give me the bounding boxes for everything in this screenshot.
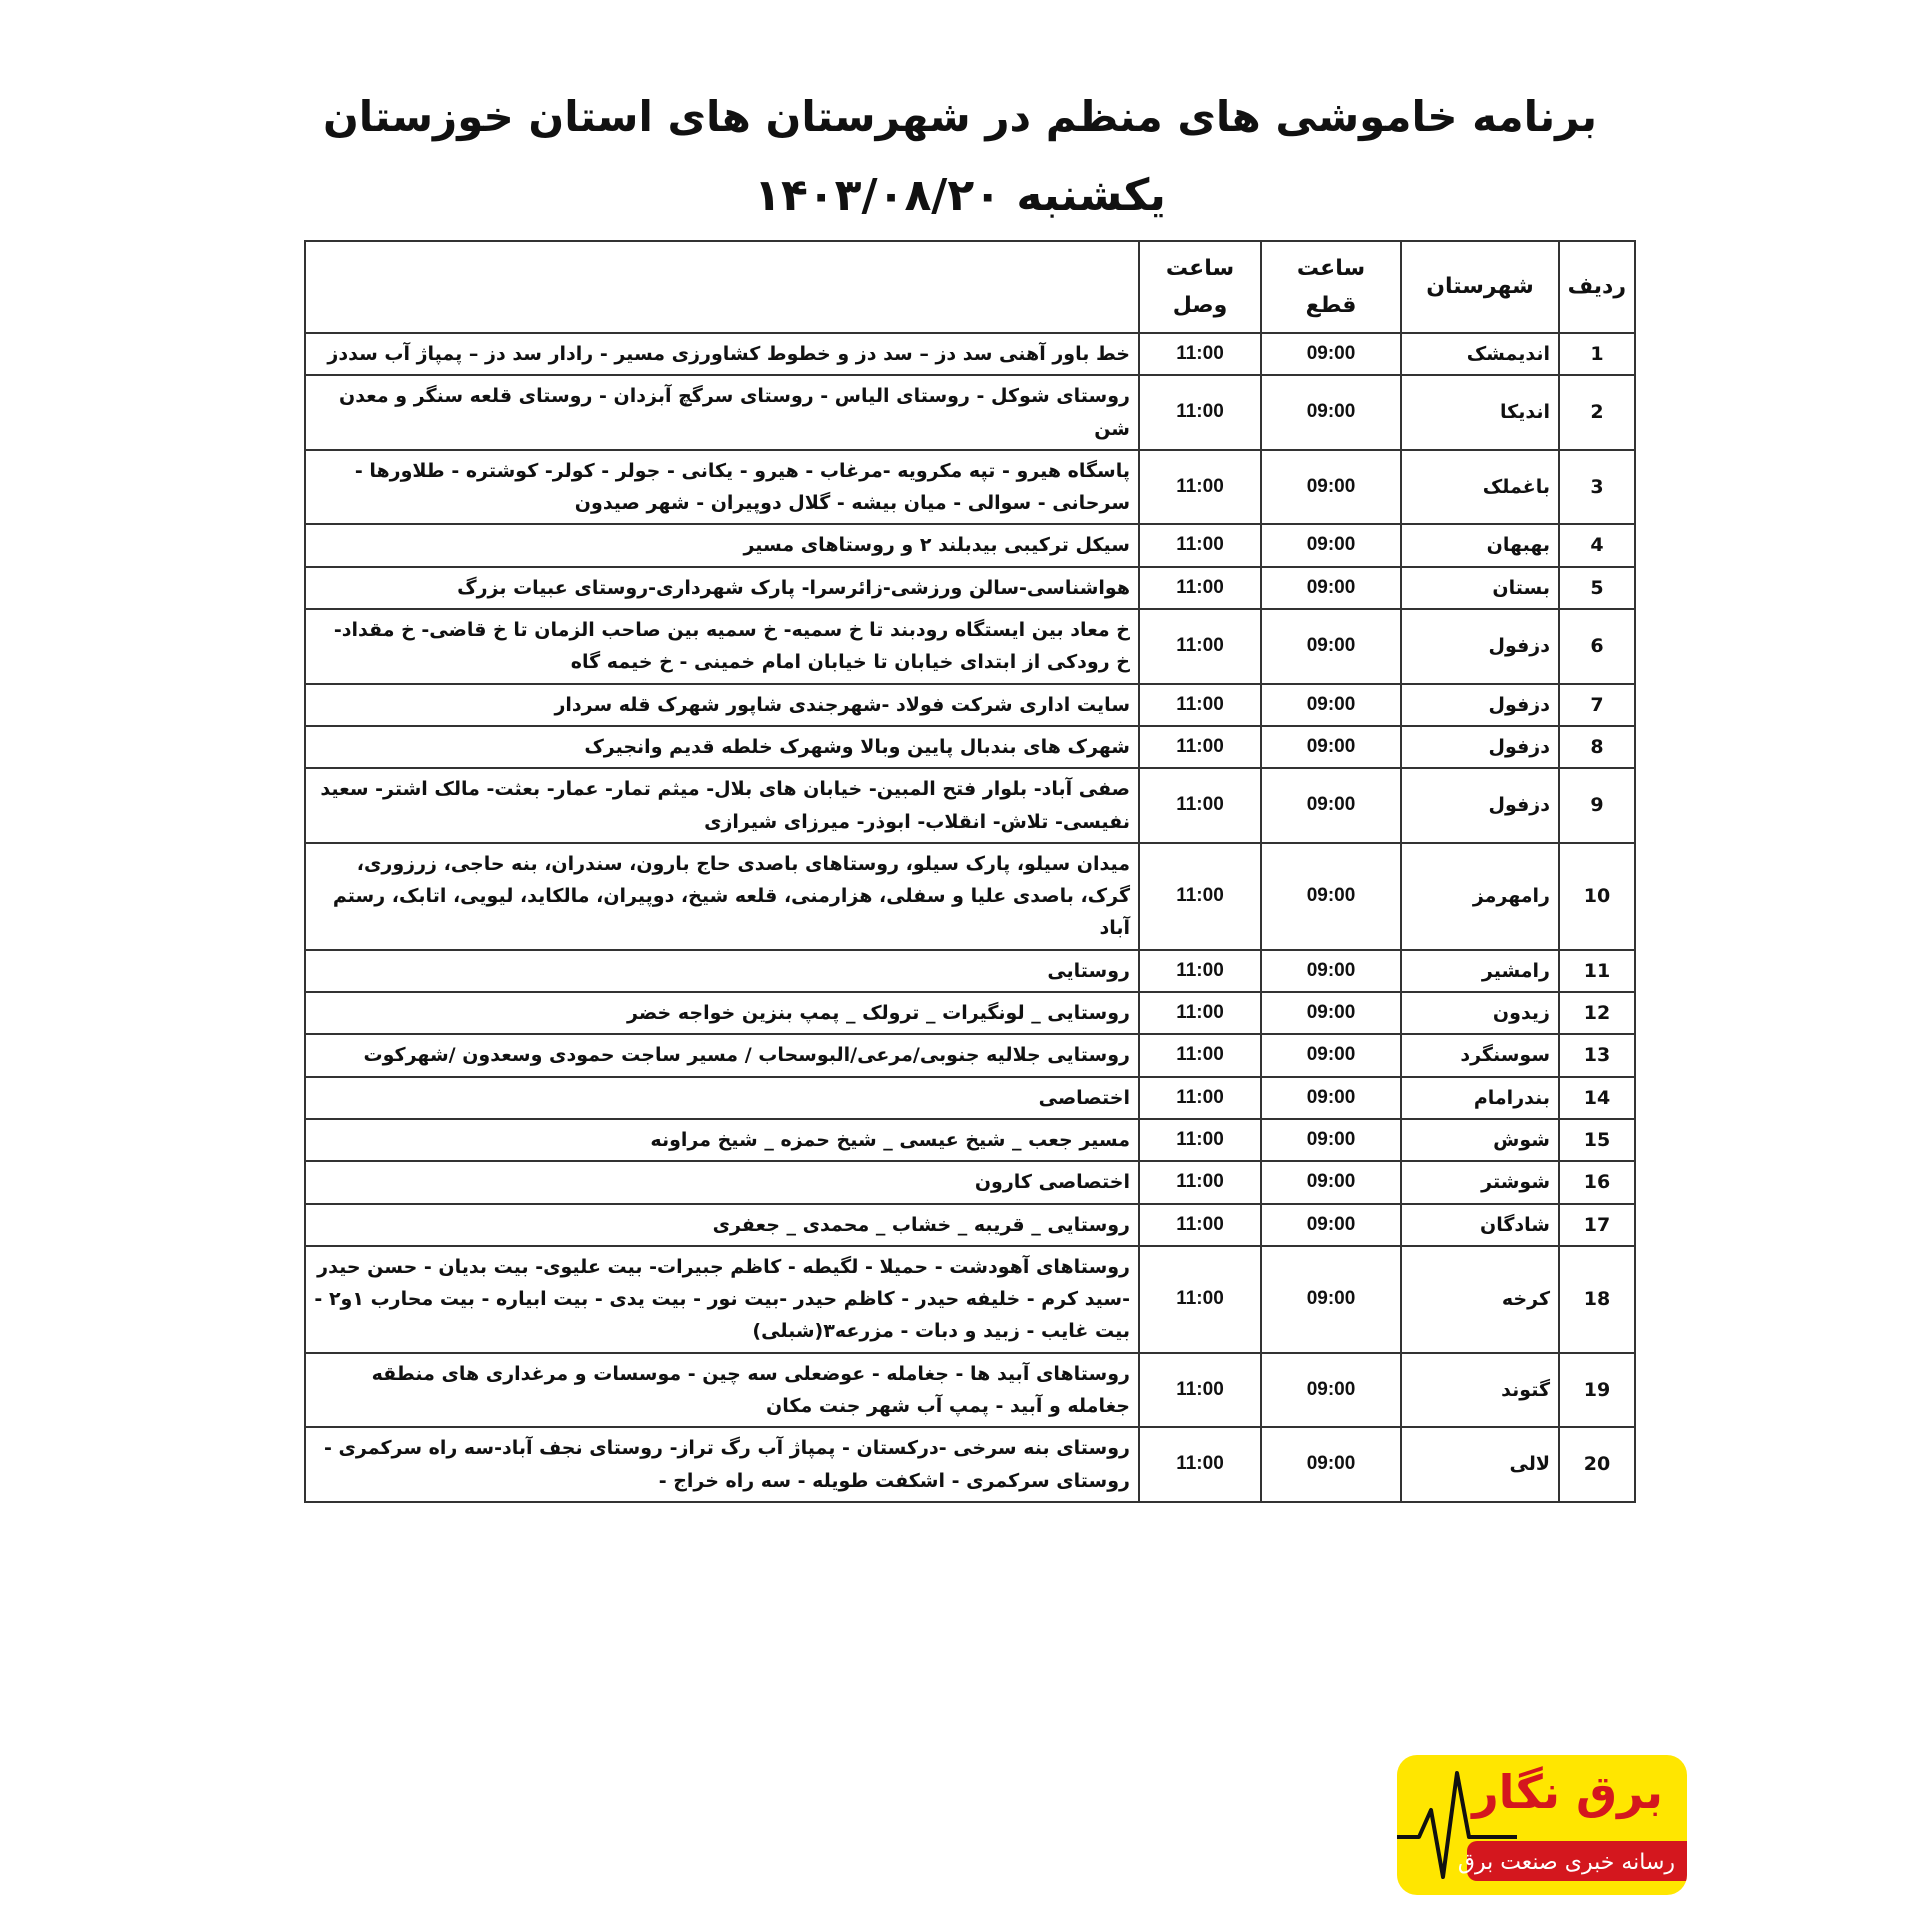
row-connect-time: 11:00 xyxy=(1139,726,1261,768)
row-connect-time: 11:00 xyxy=(1139,524,1261,566)
header-connect-time: ساعت وصل xyxy=(1139,241,1261,333)
row-number: 3 xyxy=(1559,450,1635,525)
row-city: اندیمشک xyxy=(1401,333,1559,375)
row-city: اندیکا xyxy=(1401,375,1559,450)
header-city: شهرستان xyxy=(1401,241,1559,333)
row-city: زیدون xyxy=(1401,992,1559,1034)
table-body xyxy=(305,333,1635,1502)
table-row xyxy=(305,1204,1635,1246)
row-number: 19 xyxy=(1559,1353,1635,1428)
table-row xyxy=(305,333,1635,375)
row-number: 1 xyxy=(1559,333,1635,375)
row-city: رامهرمز xyxy=(1401,843,1559,950)
table-row xyxy=(305,609,1635,684)
row-area: روستای بنه سرخی -درکستان - پمپاژ آب رگ تراز- روستای نجف آباد-سه راه سرکمری - روستای سرکمری - اشکفت طویله - سه راه خراج - xyxy=(305,1427,1139,1502)
row-cut-time: 09:00 xyxy=(1261,1204,1401,1246)
row-city: دزفول xyxy=(1401,768,1559,843)
row-cut-time: 09:00 xyxy=(1261,567,1401,609)
row-city: بندرامام xyxy=(1401,1077,1559,1119)
table-row xyxy=(305,1246,1635,1353)
row-city: بستان xyxy=(1401,567,1559,609)
row-area: سایت اداری شرکت فولاد -شهرجندی شاپور شهرک قله سردار xyxy=(305,684,1139,726)
row-number: 8 xyxy=(1559,726,1635,768)
table-row xyxy=(305,950,1635,992)
row-area: اختصاصی xyxy=(305,1077,1139,1119)
row-cut-time: 09:00 xyxy=(1261,992,1401,1034)
row-city: باغملک xyxy=(1401,450,1559,525)
row-connect-time: 11:00 xyxy=(1139,1119,1261,1161)
table-row xyxy=(305,1034,1635,1076)
row-area: اختصاصی کارون xyxy=(305,1161,1139,1203)
row-cut-time: 09:00 xyxy=(1261,1034,1401,1076)
row-cut-time: 09:00 xyxy=(1261,768,1401,843)
table-header-row xyxy=(305,241,1635,333)
header-area xyxy=(305,241,1139,333)
row-connect-time: 11:00 xyxy=(1139,950,1261,992)
row-city: دزفول xyxy=(1401,684,1559,726)
row-area: سیکل ترکیبی بیدبلند ۲ و روستاهای مسیر xyxy=(305,524,1139,566)
row-city: دزفول xyxy=(1401,609,1559,684)
row-area: خ معاد بین ایستگاه رودبند تا خ سمیه- خ سمیه بین صاحب الزمان تا خ قاضی- خ مقداد- خ رودکی از ابتدای خیابان تا خیابان امام خمینی - خ خیمه گاه xyxy=(305,609,1139,684)
header-cut-time: ساعت قطع xyxy=(1261,241,1401,333)
row-connect-time: 11:00 xyxy=(1139,609,1261,684)
row-connect-time: 11:00 xyxy=(1139,1246,1261,1353)
row-connect-time: 11:00 xyxy=(1139,992,1261,1034)
row-area: روستای شوکل - روستای الیاس - روستای سرگچ آبزدان - روستای قلعه سنگر و معدن شن xyxy=(305,375,1139,450)
row-area: پاسگاه هیرو - تپه مکرویه -مرغاب - هیرو - یکانی - جولر - کولر- کوشتره - طلاورها - سرحانی - سوالی - میان بیشه - گلال دوپیران - شهر صیدون xyxy=(305,450,1139,525)
barq-negar-logo xyxy=(1397,1755,1687,1895)
row-connect-time: 11:00 xyxy=(1139,333,1261,375)
row-connect-time: 11:00 xyxy=(1139,768,1261,843)
logo-tagline: رسانه خبری صنعت برق xyxy=(1457,1850,1675,1875)
row-connect-time: 11:00 xyxy=(1139,567,1261,609)
row-area: صفی آباد- بلوار فتح المبین- خیابان های بلال- میثم تمار- عمار- بعثت- مالک اشتر- سعید نفیسی- تلاش- انقلاب- ابوذر- میرزای شیرازی xyxy=(305,768,1139,843)
table-row xyxy=(305,992,1635,1034)
row-cut-time: 09:00 xyxy=(1261,450,1401,525)
row-city: بهبهان xyxy=(1401,524,1559,566)
row-area: روستایی جلالیه جنوبی/مرعی/البوسحاب / مسیر ساجت حمودی وسعدون /شهرکوت xyxy=(305,1034,1139,1076)
table-row xyxy=(305,1119,1635,1161)
row-area: روستاهای آهودشت - حمیلا - لگیطه - کاظم جبیرات- بیت علیوی- بیت بدیان - حسن حیدر -سید کرم - خلیفه حیدر - کاظم حیدر -بیت نور - بیت یدی - بیت ابیاره - بیت محارب ۱و۲ - بیت غایب - زبید و دبات - مزرعه۳(شبلی) xyxy=(305,1246,1139,1353)
row-number: 14 xyxy=(1559,1077,1635,1119)
table-row xyxy=(305,567,1635,609)
row-cut-time: 09:00 xyxy=(1261,1353,1401,1428)
row-connect-time: 11:00 xyxy=(1139,1161,1261,1203)
row-city: لالی xyxy=(1401,1427,1559,1502)
logo-name: برق نگار xyxy=(1472,1765,1663,1819)
table-row xyxy=(305,843,1635,950)
row-area: شهرک های بندبال پایین وبالا وشهرک خلطه قدیم وانجیرک xyxy=(305,726,1139,768)
row-city: رامشیر xyxy=(1401,950,1559,992)
header-radif: ردیف xyxy=(1559,241,1635,333)
row-cut-time: 09:00 xyxy=(1261,843,1401,950)
table-row xyxy=(305,1427,1635,1502)
row-number: 10 xyxy=(1559,843,1635,950)
row-number: 5 xyxy=(1559,567,1635,609)
row-area: میدان سیلو، پارک سیلو، روستاهای باصدی حاج بارون، سندران، بنه حاجی، زرزوری، گرک، باصدی علیا و سفلی، هزارمنی، قلعه شیخ، دوپیران، مالکاید، لیویی، اتابک، رستم آباد xyxy=(305,843,1139,950)
row-city: شوشتر xyxy=(1401,1161,1559,1203)
row-number: 2 xyxy=(1559,375,1635,450)
row-number: 15 xyxy=(1559,1119,1635,1161)
table-row xyxy=(305,375,1635,450)
row-connect-time: 11:00 xyxy=(1139,843,1261,950)
row-area: مسیر جعب _ شیخ عیسی _ شیخ حمزه _ شیخ مراونه xyxy=(305,1119,1139,1161)
row-connect-time: 11:00 xyxy=(1139,1353,1261,1428)
table-row xyxy=(305,450,1635,525)
row-city: گتوند xyxy=(1401,1353,1559,1428)
row-city: کرخه xyxy=(1401,1246,1559,1353)
row-connect-time: 11:00 xyxy=(1139,1034,1261,1076)
row-connect-time: 11:00 xyxy=(1139,1204,1261,1246)
row-city: شوش xyxy=(1401,1119,1559,1161)
row-area: روستایی xyxy=(305,950,1139,992)
row-connect-time: 11:00 xyxy=(1139,1077,1261,1119)
row-number: 12 xyxy=(1559,992,1635,1034)
row-cut-time: 09:00 xyxy=(1261,1119,1401,1161)
row-area: روستاهای آبید ها - جغامله - عوضعلی سه چین - موسسات و مرغداری های منطقه جغامله و آبید - پمپ آب شهر جنت مکان xyxy=(305,1353,1139,1428)
table-row xyxy=(305,524,1635,566)
row-number: 18 xyxy=(1559,1246,1635,1353)
row-number: 9 xyxy=(1559,768,1635,843)
outage-schedule-table xyxy=(304,240,1636,1503)
row-connect-time: 11:00 xyxy=(1139,375,1261,450)
row-city: سوسنگرد xyxy=(1401,1034,1559,1076)
row-area: هواشناسی-سالن ورزشی-زائرسرا- پارک شهرداری-روستای عبیات بزرگ xyxy=(305,567,1139,609)
row-cut-time: 09:00 xyxy=(1261,726,1401,768)
row-area: روستایی _ قریبه _ خشاب _ محمدی _ جعفری xyxy=(305,1204,1139,1246)
row-number: 11 xyxy=(1559,950,1635,992)
row-connect-time: 11:00 xyxy=(1139,450,1261,525)
row-cut-time: 09:00 xyxy=(1261,1246,1401,1353)
table-row xyxy=(305,1353,1635,1428)
row-area: خط باور آهنی سد دز – سد دز و خطوط کشاورزی مسیر - رادار سد دز – پمپاژ آب سددز xyxy=(305,333,1139,375)
row-area: روستایی _ لونگیرات _ ترولک _ پمپ بنزین خواجه خضر xyxy=(305,992,1139,1034)
row-number: 16 xyxy=(1559,1161,1635,1203)
row-number: 17 xyxy=(1559,1204,1635,1246)
page-date: یکشنبه ۱۴۰۳/۰۸/۲۰ xyxy=(754,170,1166,221)
row-cut-time: 09:00 xyxy=(1261,524,1401,566)
row-city: دزفول xyxy=(1401,726,1559,768)
row-cut-time: 09:00 xyxy=(1261,950,1401,992)
table-row xyxy=(305,1077,1635,1119)
row-cut-time: 09:00 xyxy=(1261,1427,1401,1502)
page-title: برنامه خاموشی های منظم در شهرستان های استان خوزستان xyxy=(322,92,1598,141)
table-row xyxy=(305,726,1635,768)
row-number: 20 xyxy=(1559,1427,1635,1502)
row-connect-time: 11:00 xyxy=(1139,1427,1261,1502)
row-cut-time: 09:00 xyxy=(1261,684,1401,726)
row-cut-time: 09:00 xyxy=(1261,375,1401,450)
table-row xyxy=(305,684,1635,726)
row-cut-time: 09:00 xyxy=(1261,609,1401,684)
row-connect-time: 11:00 xyxy=(1139,684,1261,726)
row-number: 13 xyxy=(1559,1034,1635,1076)
table-row xyxy=(305,1161,1635,1203)
row-cut-time: 09:00 xyxy=(1261,1077,1401,1119)
row-cut-time: 09:00 xyxy=(1261,333,1401,375)
row-cut-time: 09:00 xyxy=(1261,1161,1401,1203)
row-number: 4 xyxy=(1559,524,1635,566)
row-number: 6 xyxy=(1559,609,1635,684)
row-city: شادگان xyxy=(1401,1204,1559,1246)
row-number: 7 xyxy=(1559,684,1635,726)
table-row xyxy=(305,768,1635,843)
